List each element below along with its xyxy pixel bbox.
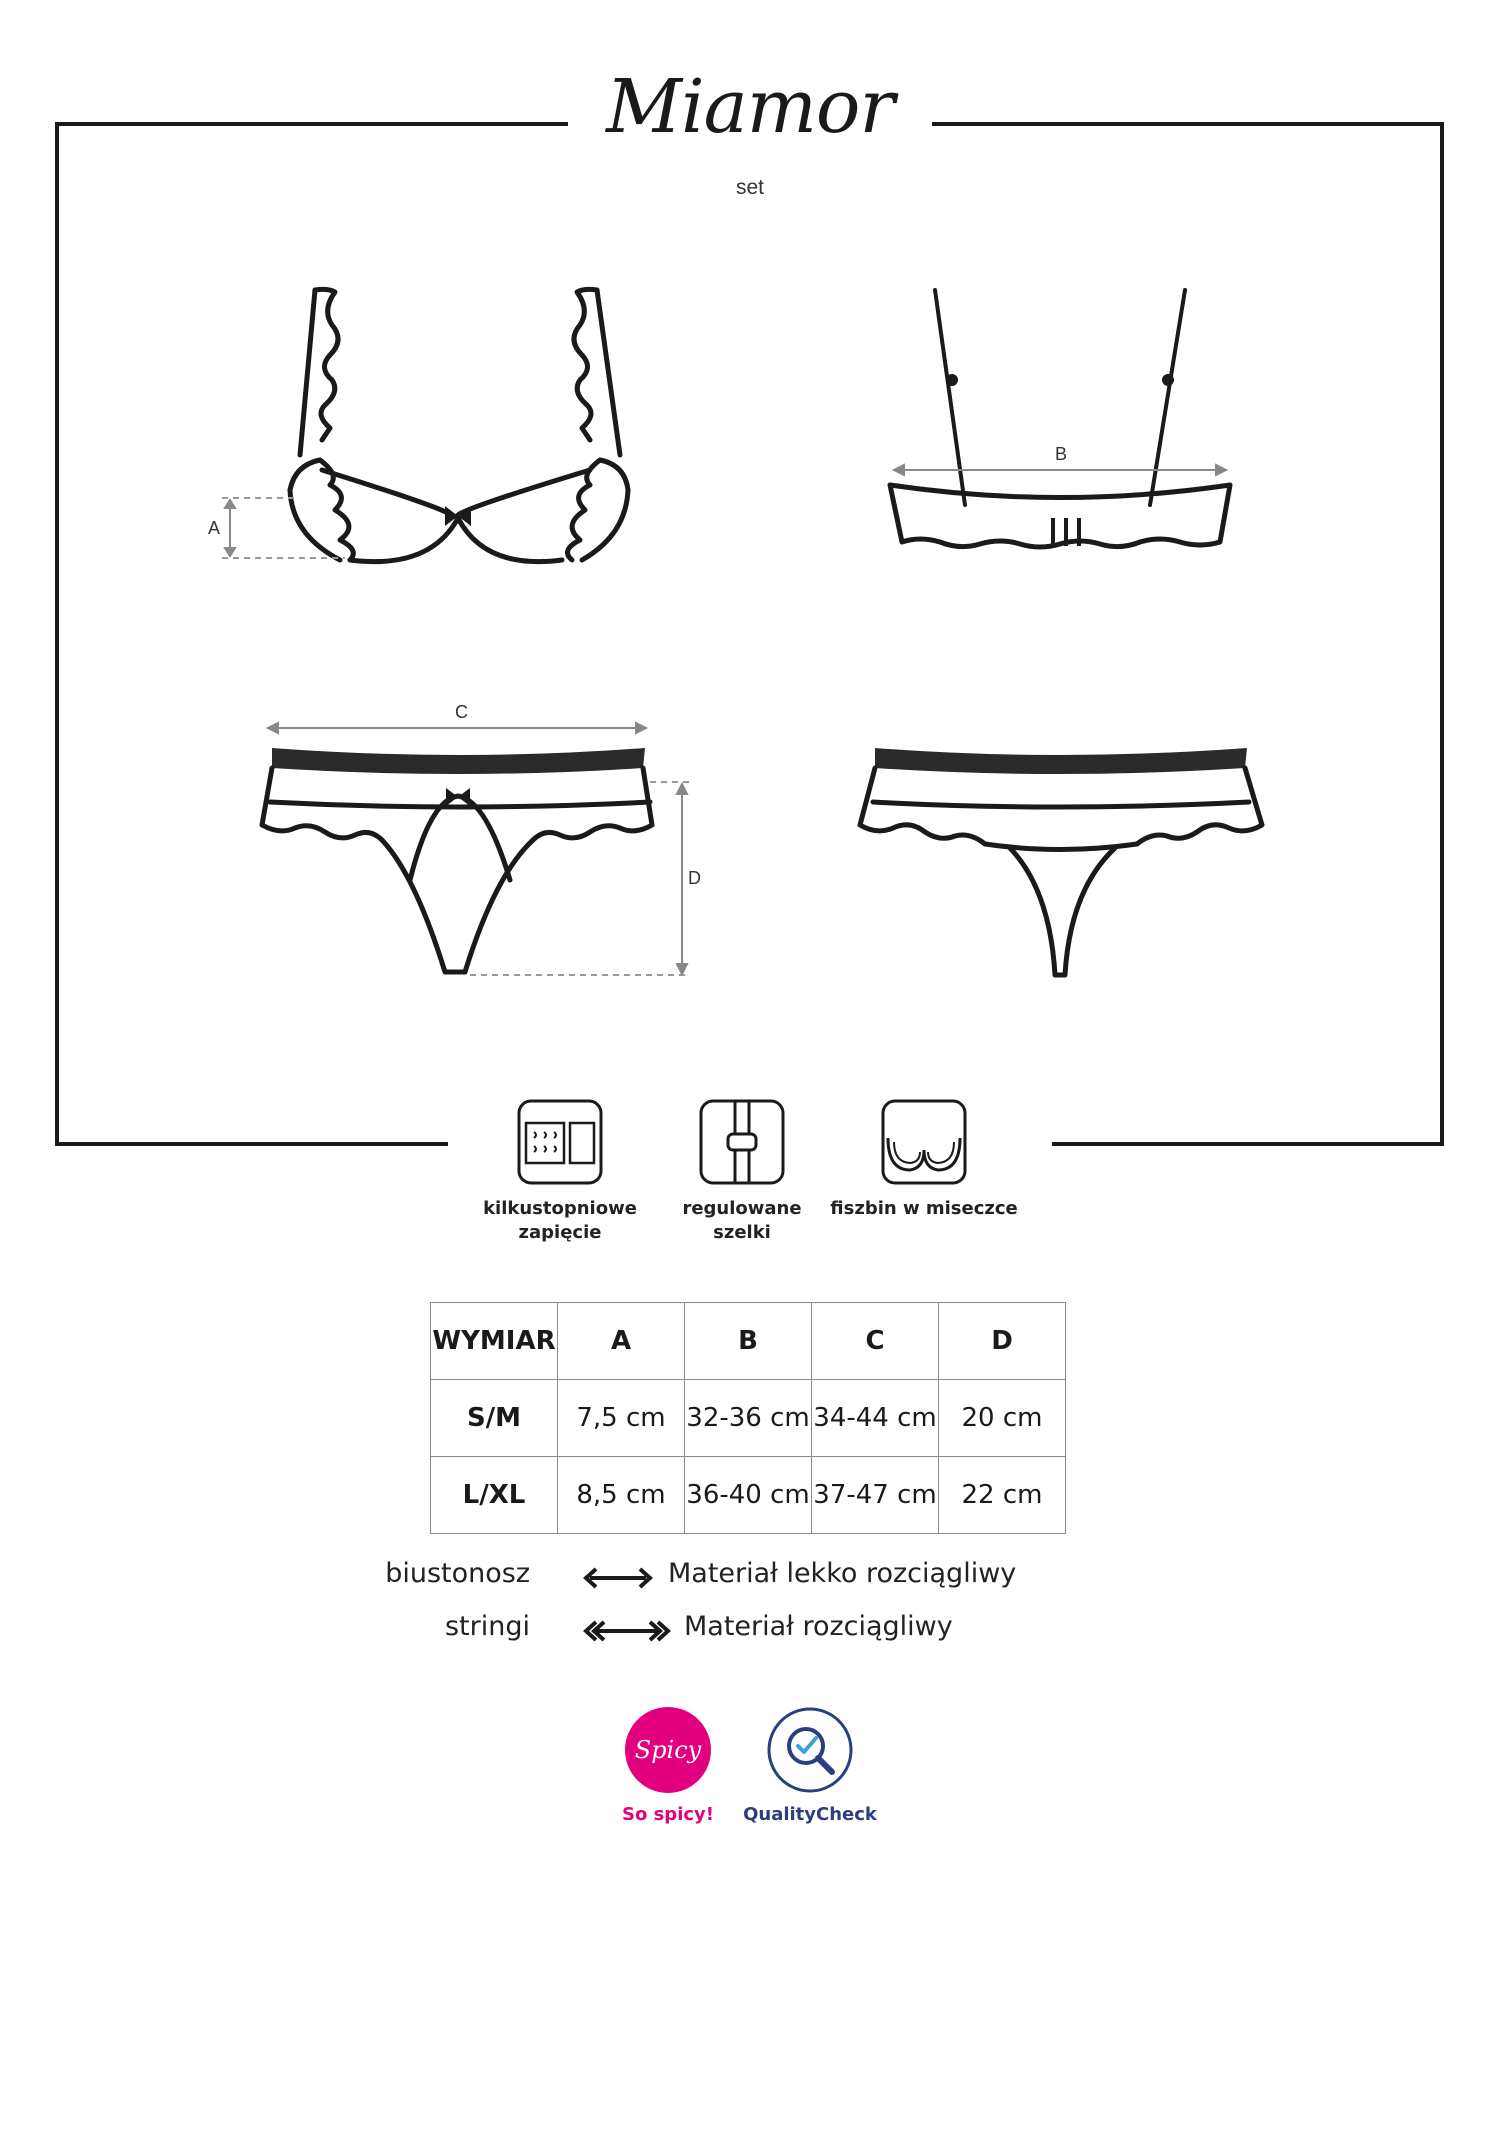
table-cell: 22 cm <box>939 1457 1066 1534</box>
table-header-cell: C <box>812 1303 939 1380</box>
frame-bottom-left <box>55 1142 448 1146</box>
product-subtitle: set <box>735 176 764 199</box>
frame-left <box>55 122 59 1146</box>
table-cell: 8,5 cm <box>558 1457 685 1534</box>
feature-strap-label: regulowane szelki <box>682 1198 802 1243</box>
table-row <box>431 1380 1066 1457</box>
underwire-cup-icon <box>880 1098 968 1186</box>
dimension-label-c: C <box>455 702 468 722</box>
thong-back-drawing <box>855 740 1275 990</box>
table-cell: 34-44 cm <box>812 1380 939 1457</box>
table-header-cell: A <box>558 1303 685 1380</box>
table-cell: 20 cm <box>939 1380 1066 1457</box>
double-chevron-arrow-icon <box>582 1619 672 1643</box>
material-description-bra: Materiał lekko rozciągliwy <box>668 1558 1017 1589</box>
feature-clasp-label: kilkustopniowe zapięcie <box>483 1198 637 1243</box>
table-row <box>431 1457 1066 1534</box>
hook-and-eye-clasp-icon <box>516 1098 604 1186</box>
table-cell: L/XL <box>431 1457 558 1534</box>
material-item-bra: biustonosz <box>385 1558 530 1589</box>
table-cell: 37-47 cm <box>812 1457 939 1534</box>
frame-bottom-right <box>1052 1142 1444 1146</box>
table-header-cell: D <box>939 1303 1066 1380</box>
size-table <box>430 1302 1066 1534</box>
feature-underwire-label: fiszbin w miseczce <box>830 1198 1018 1219</box>
bra-front-drawing <box>200 280 660 580</box>
table-cell: S/M <box>431 1380 558 1457</box>
spicy-badge-text: Spicy <box>634 1736 702 1764</box>
dimension-label-a: A <box>208 518 221 538</box>
dimension-label-d: D <box>688 868 701 888</box>
dimension-label-b: B <box>1055 444 1068 464</box>
bra-back-drawing <box>880 280 1240 560</box>
table-header-row <box>431 1303 1066 1380</box>
bow-icon <box>446 788 470 806</box>
so-spicy-label: So spicy! <box>622 1804 714 1825</box>
single-double-arrow-icon <box>582 1566 654 1590</box>
table-cell: 7,5 cm <box>558 1380 685 1457</box>
quality-check-icon <box>766 1706 854 1794</box>
frame-right <box>1440 122 1444 1146</box>
table-header-cell: B <box>685 1303 812 1380</box>
table-cell: 36-40 cm <box>685 1457 812 1534</box>
quality-check-label: QualityCheck <box>743 1804 877 1825</box>
frame-top-right <box>932 122 1444 126</box>
frame-top-left <box>55 122 568 126</box>
brand-logo: Miamor <box>606 64 894 150</box>
thong-front-drawing <box>250 700 710 1000</box>
table-header-cell: WYMIAR <box>431 1303 558 1380</box>
adjustable-strap-icon <box>698 1098 786 1186</box>
material-item-thong: stringi <box>444 1611 530 1642</box>
table-cell: 32-36 cm <box>685 1380 812 1457</box>
material-description-thong: Materiał rozciągliwy <box>684 1611 953 1642</box>
spicy-badge-icon <box>624 1706 712 1794</box>
